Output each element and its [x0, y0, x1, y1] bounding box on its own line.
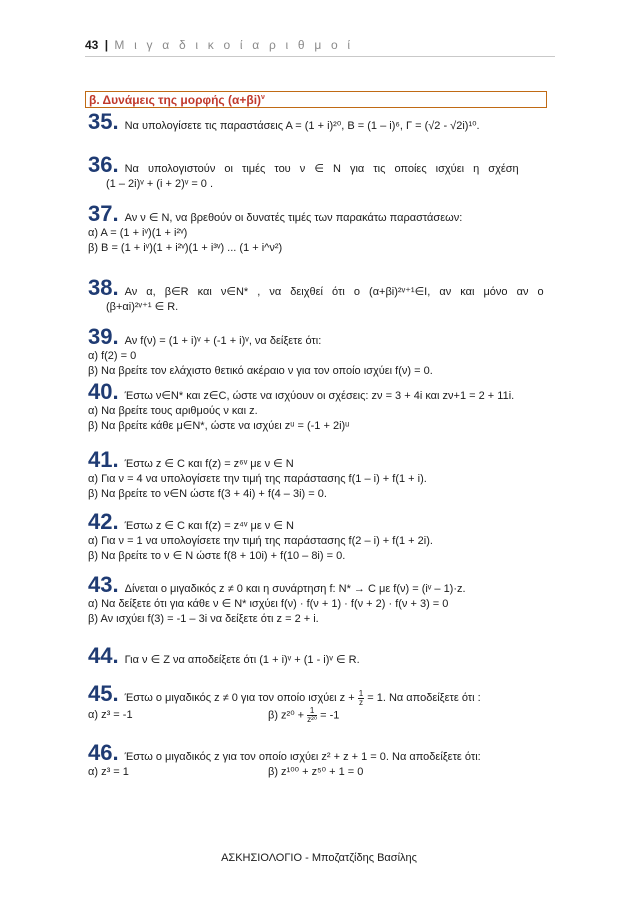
problem-part-a: α) Για ν = 4 να υπολογίσετε την τιμή της παράστασης f(1 – i) + f(1 + i).	[88, 473, 427, 485]
problem-line: (1 – 2i)ᵛ + (i + 2)ᵛ = 0 .	[106, 178, 214, 190]
section-title-box	[85, 91, 547, 108]
problem-line: (β+αi)²ᵛ⁺¹ ∈ R.	[106, 301, 179, 313]
problem-39	[88, 324, 554, 379]
problem-text: Έστω ο μιγαδικός z για τον οποίο ισχύει z² + z + 1 = 0. Να αποδείξετε ότι:	[124, 751, 481, 763]
problem-44	[88, 643, 554, 668]
problem-45	[88, 681, 554, 724]
problem-text: Δίνεται ο μιγαδικός z ≠ 0 και η συνάρτηση f: N* → C με f(ν) = (iᵛ – 1)·z.	[124, 583, 466, 595]
problem-part-a: α) Να βρείτε τους αριθμούς ν και z.	[88, 405, 258, 417]
problem-part-b: β) Β = (1 + iᵛ)(1 + i²ᵛ)(1 + i³ᵛ) ... (1 + i^ν²)	[88, 242, 283, 254]
problem-number: 36.	[88, 152, 119, 177]
problem-part-a: α) Για ν = 1 να υπολογίσετε την τιμή της παράστασης f(2 – i) + f(1 + 2i).	[88, 535, 433, 547]
problem-part-a: α) z³ = 1	[88, 766, 129, 778]
problem-parts	[88, 765, 554, 780]
problem-36	[88, 152, 554, 192]
problem-text: Αν f(ν) = (1 + i)ᵛ + (-1 + i)ᵛ, να δείξετε ότι:	[124, 335, 322, 347]
problem-number: 42.	[88, 509, 119, 534]
problem-text: Να υπολογιστούν οι τιμές του ν ∈ Ν για τις οποίες ισχύει η σχέση	[124, 163, 519, 175]
problem-text: Αν ν ∈ N, να βρεθούν οι δυνατές τιμές των παρακάτω παραστάσεων:	[124, 212, 463, 224]
problem-37	[88, 201, 554, 256]
page-header	[85, 38, 555, 52]
fraction-denominator: z	[358, 697, 363, 707]
problem-46	[88, 740, 554, 780]
problem-40	[88, 379, 554, 434]
fraction-denominator: z²⁰	[307, 714, 318, 724]
header-separator: |	[104, 38, 109, 52]
problem-part-b: β) z¹⁰⁰ + z⁵⁰ + 1 = 0	[268, 766, 364, 778]
problem-41	[88, 447, 554, 502]
problem-43	[88, 572, 554, 627]
fraction-numerator: 1	[307, 707, 317, 716]
problem-number: 44.	[88, 643, 119, 668]
problem-38	[88, 275, 554, 315]
problem-number: 37.	[88, 201, 119, 226]
problem-35	[88, 109, 554, 134]
section-title: β. Δυνάμεις της μορφής (α+βi)	[89, 93, 262, 107]
problem-part-b: β) Να βρείτε τον ελάχιστο θετικό ακέραιο ν για τον οποίο ισχύει f(ν) = 0.	[88, 365, 433, 377]
problem-number: 43.	[88, 572, 119, 597]
problem-part-b: β) Αν ισχύει f(3) = -1 – 3i να δείξετε ότι z = 2 + i.	[88, 613, 319, 625]
problem-number: 38.	[88, 275, 119, 300]
section-title-sup: ν	[261, 94, 265, 101]
problem-number: 40.	[88, 379, 119, 404]
problem-text: Αν α, β∈R και ν∈Ν* , να δειχθεί ότι ο (α+βi)²ᵛ⁺¹∈Ι, αν και μόνο αν ο	[124, 286, 544, 298]
fraction-numerator: 1	[358, 688, 364, 698]
problem-text: Για ν ∈ Z να αποδείξετε ότι (1 + i)ᵛ + (1 - i)ᵛ ∈ R.	[124, 654, 360, 666]
problem-number: 46.	[88, 740, 119, 765]
page-number: 43	[85, 38, 99, 52]
problem-text: Να υπολογίσετε τις παραστάσεις Α = (1 + i)²⁰, Β = (1 – i)⁶, Γ = (√2 - √2i)¹⁰.	[124, 120, 480, 132]
problem-text: Έστω z ∈ C και f(z) = z⁴ᵛ με ν ∈ N	[124, 520, 294, 532]
problem-text-after: = 1. Να αποδείξετε ότι :	[367, 692, 481, 704]
problem-text: Έστω ν∈Ν* και z∈C, ώστε να ισχύουν οι σχέσεις: zν = 3 + 4i και zν+1 = 2 + 11i.	[124, 390, 515, 402]
problem-42	[88, 509, 554, 564]
problem-parts	[88, 707, 554, 724]
page-footer: ΑΣΚΗΣΙΟΛΟΓΙΟ - Μποζατζίδης Βασίλης	[221, 852, 417, 864]
problem-part-a: α) f(2) = 0	[88, 350, 137, 362]
header-divider	[85, 56, 555, 57]
problem-number: 39.	[88, 324, 119, 349]
problem-part-a: α) Να δείξετε ότι για κάθε ν ∈ N* ισχύει f(ν) · f(ν + 1) · f(ν + 2) · f(ν + 3) = 0	[88, 598, 449, 610]
problem-part-b: β) Να βρείτε κάθε μ∈Ν*, ώστε να ισχύει zᵘ = (-1 + 2i)ᵘ	[88, 420, 350, 432]
header-title: Μ ι γ α δ ι κ ο ί α ρ ι θ μ ο ί	[114, 38, 354, 52]
problem-number: 35.	[88, 109, 119, 134]
problem-part-b-before: β) z²⁰ +	[268, 709, 305, 721]
problem-part-b-after: = -1	[320, 709, 340, 721]
problem-text: Έστω z ∈ C και f(z) = z⁶ᵛ με ν ∈ N	[124, 458, 294, 470]
problem-part-b: β) Να βρείτε το ν∈Ν ώστε f(3 + 4i) + f(4 – 3i) = 0.	[88, 488, 327, 500]
problem-part-b: β) Να βρείτε το ν ∈ Ν ώστε f(8 + 10i) + f(10 – 8i) = 0.	[88, 550, 346, 562]
fraction	[307, 707, 317, 724]
problem-number: 45.	[88, 681, 119, 706]
problem-number: 41.	[88, 447, 119, 472]
fraction	[358, 690, 364, 707]
problem-part-a: α) Α = (1 + iᵛ)(1 + i²ᵛ)	[88, 227, 188, 239]
problem-part-a: α) z³ = -1	[88, 709, 133, 721]
problem-text-before: Έστω ο μιγαδικός z ≠ 0 για τον οποίο ισχύει z +	[124, 692, 355, 704]
